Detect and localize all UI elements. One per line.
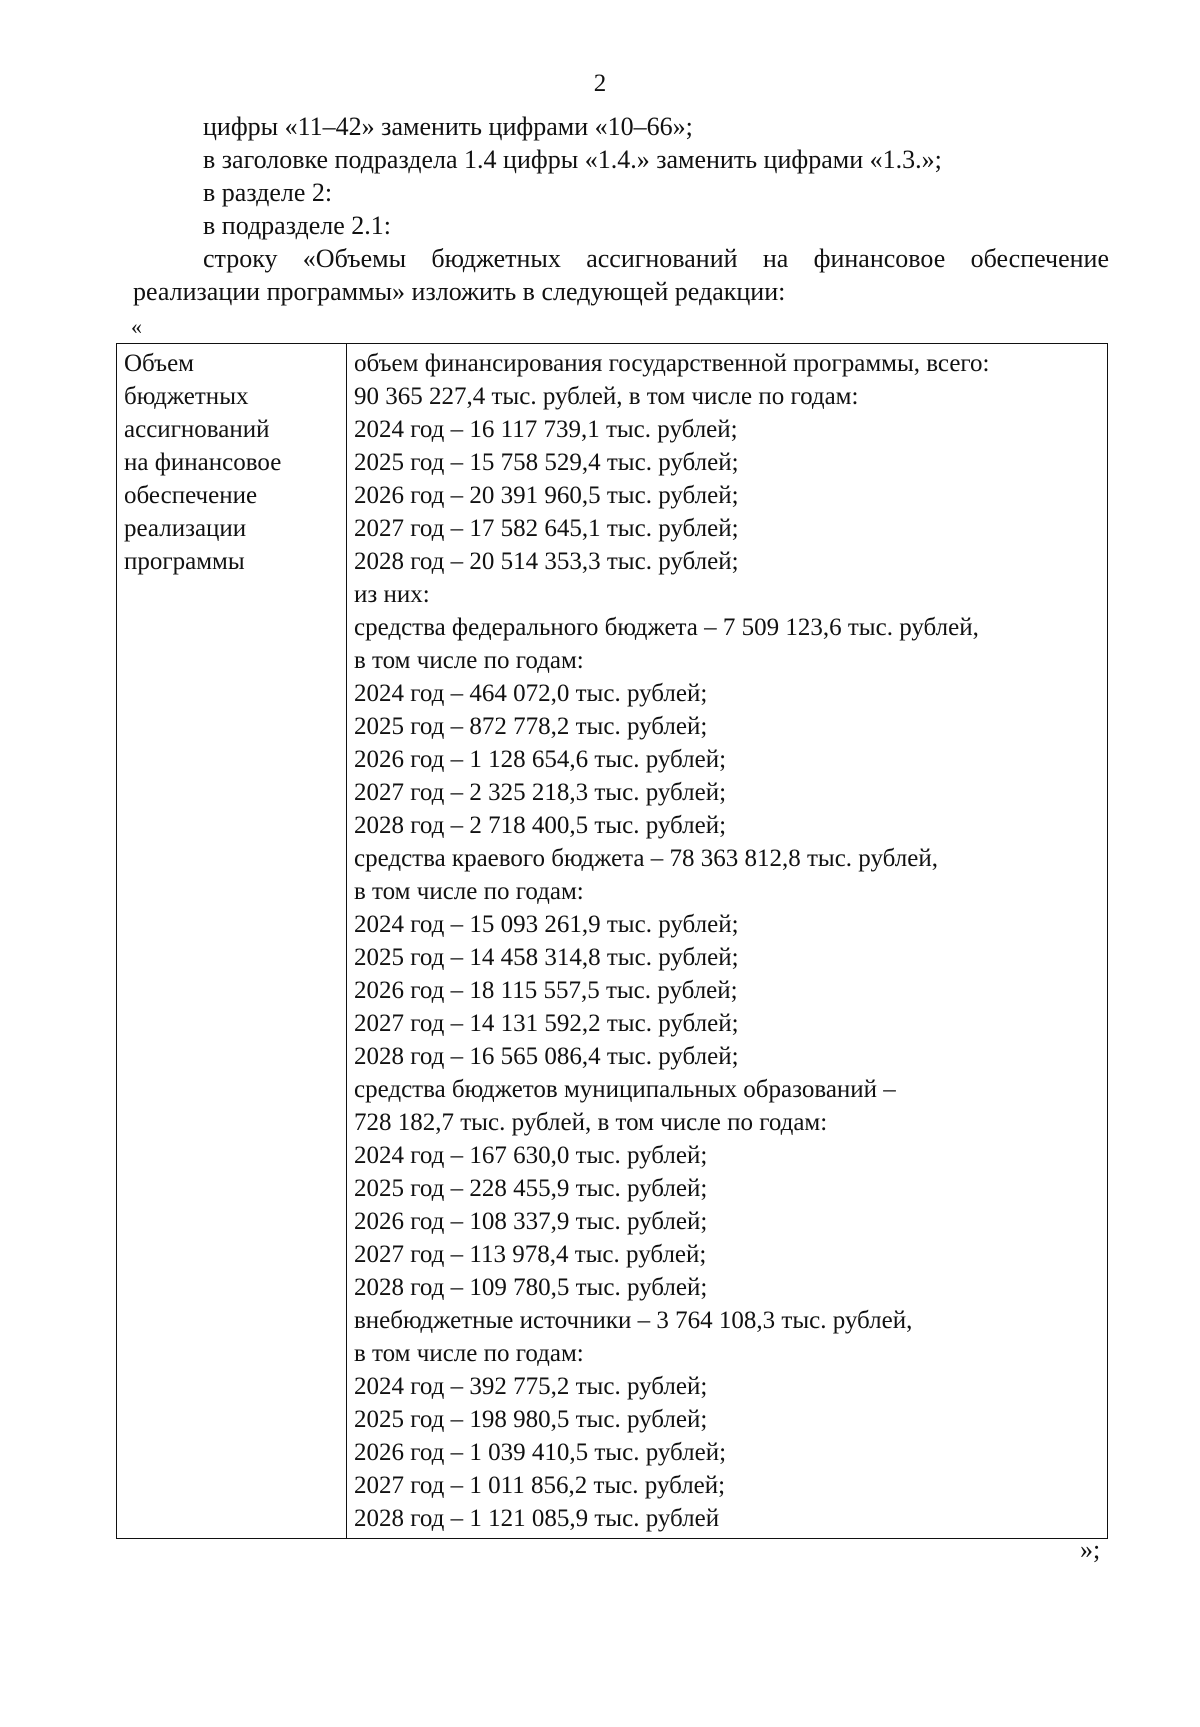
table-row-label-cell [117, 344, 347, 1539]
instruction-line: цифры «11–42» заменить цифрами «10–66»; [203, 112, 693, 141]
financing-line: 2024 год – 15 093 261,9 тыс. рублей; [354, 911, 739, 938]
financing-line: 2024 год – 392 775,2 тыс. рублей; [354, 1373, 708, 1400]
financing-line: 2027 год – 14 131 592,2 тыс. рублей; [354, 1010, 739, 1037]
financing-line: 2026 год – 18 115 557,5 тыс. рублей; [354, 977, 738, 1004]
row-label-line: Объем [124, 350, 194, 377]
financing-line: 2028 год – 2 718 400,5 тыс. рублей; [354, 812, 727, 839]
paragraph-first-line: строку «Объемы бюджетных ассигнований на финансовое обеспечение [203, 244, 1109, 273]
financing-line: средства федерального бюджета – 7 509 123,6 тыс. рублей, [354, 614, 979, 641]
row-label-line: на финансовое [124, 449, 282, 476]
row-label-line: обеспечение [124, 482, 258, 509]
financing-line: в том числе по годам: [354, 878, 584, 905]
paragraph-second-line: реализации программы» изложить в следующей редакции: [133, 277, 786, 306]
financing-line: 2027 год – 17 582 645,1 тыс. рублей; [354, 515, 739, 542]
financing-line: 2028 год – 20 514 353,3 тыс. рублей; [354, 548, 739, 575]
financing-line: 2027 год – 1 011 856,2 тыс. рублей; [354, 1472, 726, 1499]
page-number: 2 [593, 70, 607, 97]
closing-quote: »; [1080, 1535, 1101, 1564]
financing-line: 2027 год – 2 325 218,3 тыс. рублей; [354, 779, 727, 806]
budget-allocation-table [116, 343, 1108, 1539]
financing-line: 2025 год – 872 778,2 тыс. рублей; [354, 713, 708, 740]
financing-line: 2024 год – 464 072,0 тыс. рублей; [354, 680, 708, 707]
financing-line: 2026 год – 1 039 410,5 тыс. рублей; [354, 1439, 727, 1466]
financing-line: в том числе по годам: [354, 1340, 584, 1367]
row-label-line: бюджетных [124, 383, 249, 410]
financing-line: 2028 год – 109 780,5 тыс. рублей; [354, 1274, 708, 1301]
instruction-line: в разделе 2: [203, 178, 333, 207]
financing-line: средства бюджетов муниципальных образований – [354, 1076, 896, 1103]
financing-line: 2024 год – 16 117 739,1 тыс. рублей; [354, 416, 738, 443]
financing-line: 2026 год – 108 337,9 тыс. рублей; [354, 1208, 708, 1235]
financing-line: 2025 год – 15 758 529,4 тыс. рублей; [354, 449, 739, 476]
financing-line: 2027 год – 113 978,4 тыс. рублей; [354, 1241, 707, 1268]
financing-line: 2028 год – 1 121 085,9 тыс. рублей [354, 1505, 720, 1532]
financing-line: внебюджетные источники – 3 764 108,3 тыс. рублей, [354, 1307, 913, 1334]
financing-line: 90 365 227,4 тыс. рублей, в том числе по годам: [354, 383, 859, 410]
financing-line: 2024 год – 167 630,0 тыс. рублей; [354, 1142, 708, 1169]
financing-line: 728 182,7 тыс. рублей, в том числе по годам: [354, 1109, 828, 1136]
row-label-line: реализации [124, 515, 247, 542]
financing-line: 2026 год – 20 391 960,5 тыс. рублей; [354, 482, 739, 509]
amendment-instructions [133, 110, 1109, 308]
row-label-line: ассигнований [124, 416, 270, 443]
financing-line: 2025 год – 14 458 314,8 тыс. рублей; [354, 944, 739, 971]
instruction-line: в заголовке подраздела 1.4 цифры «1.4.» заменить цифрами «1.3.»; [203, 145, 942, 174]
row-label-line: программы [124, 548, 245, 575]
financing-line: объем финансирования государственной программы, всего: [354, 350, 990, 377]
financing-line: в том числе по годам: [354, 647, 584, 674]
financing-line: 2025 год – 198 980,5 тыс. рублей; [354, 1406, 708, 1433]
financing-line: из них: [354, 581, 430, 608]
financing-line: 2025 год – 228 455,9 тыс. рублей; [354, 1175, 708, 1202]
table-row [117, 344, 1108, 1539]
financing-line: 2026 год – 1 128 654,6 тыс. рублей; [354, 746, 727, 773]
financing-line: 2028 год – 16 565 086,4 тыс. рублей; [354, 1043, 739, 1070]
instruction-line: в подразделе 2.1: [203, 211, 392, 240]
financing-line: средства краевого бюджета – 78 363 812,8 тыс. рублей, [354, 845, 938, 872]
table-row-value-cell [347, 344, 1108, 1539]
opening-quote: « [131, 314, 142, 339]
